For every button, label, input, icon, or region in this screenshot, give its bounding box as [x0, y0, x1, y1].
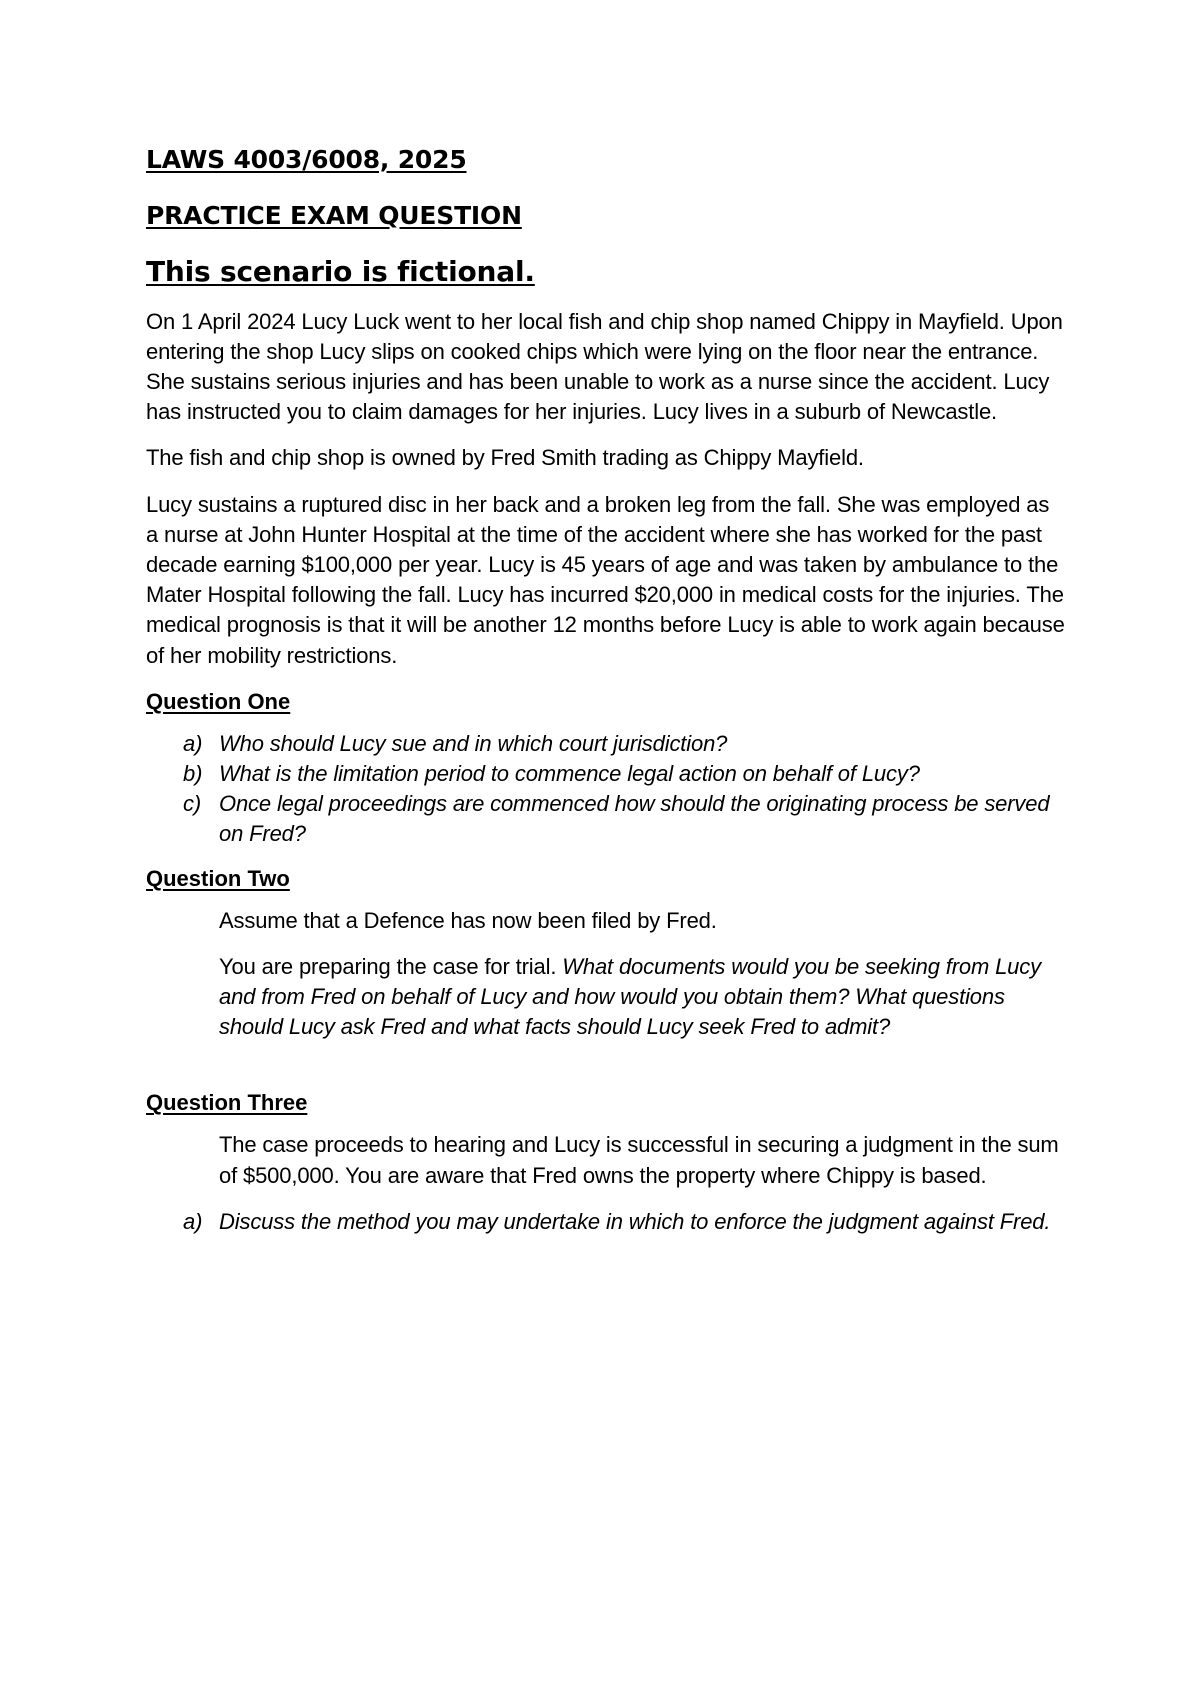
- list-marker: a): [183, 730, 203, 756]
- question-one-section: [146, 687, 1066, 850]
- question-three-list: [146, 1207, 1066, 1237]
- question-two-lead: You are preparing the case for trial.: [219, 953, 563, 979]
- list-item: [146, 759, 1066, 789]
- list-item-text: Who should Lucy sue and in which court jurisdiction?: [219, 730, 728, 756]
- question-three-heading: Question Three: [146, 1090, 308, 1116]
- list-item-text: Discuss the method you may undertake in which to enforce the judgment against Fred.: [219, 1208, 1051, 1234]
- list-item-text: What is the limitation period to commence legal action on behalf of Lucy?: [219, 761, 920, 787]
- scenario-paragraph-1: On 1 April 2024 Lucy Luck went to her local fish and chip shop named Chippy in Mayfield. Upon entering the shop Lucy slips on cooked chips which were lying on the floor near the entrance. She sustains serious injuries and has been unable to work as a nurse since the accident. Lucy has instructed you to claim damages for her injuries. Lucy lives in a suburb of Newcastle.: [146, 308, 1063, 425]
- document-page: [146, 145, 1066, 1237]
- scenario-paragraph-3: Lucy sustains a ruptured disc in her back and a broken leg from the fall. She was employed as a nurse at John Hunter Hospital at the time of the accident where she has worked for the past decade earning $100,000 per year. Lucy is 45 years of age and was taken by ambulance to the Mater Hospital following the fall. Lucy has incurred $20,000 in medical costs for the injuries. The medical prognosis is that it will be another 12 months before Lucy is able to work again because of her mobility restrictions.: [146, 491, 1065, 668]
- exam-label: PRACTICE EXAM QUESTION: [146, 201, 522, 230]
- question-two-section: [146, 864, 1066, 1043]
- list-marker: a): [183, 1208, 203, 1234]
- scenario-paragraph-2: The fish and chip shop is owned by Fred Smith trading as Chippy Mayfield.: [146, 445, 864, 471]
- question-two-question: What documents would you be seeking from Lucy and from Fred on behalf of Lucy and how would you obtain them? What questions should Lucy ask Fred and what facts should Lucy seek Fred to admit?: [219, 953, 1041, 1040]
- question-two-heading: Question Two: [146, 865, 290, 891]
- question-two-intro: Assume that a Defence has now been filed by Fred.: [219, 907, 717, 933]
- question-one-heading: Question One: [146, 688, 291, 714]
- question-one-list: [146, 729, 1066, 850]
- list-item-text: Once legal proceedings are commenced how should the originating process be served on Fred?: [219, 791, 1050, 847]
- list-item: [146, 789, 1066, 849]
- question-two-body: [146, 952, 1066, 1043]
- list-marker: b): [183, 761, 203, 787]
- course-title: LAWS 4003/6008, 2025: [146, 145, 467, 174]
- question-three-section: [146, 1088, 1066, 1237]
- question-three-intro: The case proceeds to hearing and Lucy is successful in securing a judgment in the sum of $500,000. You are aware that Fred owns the property where Chippy is based.: [219, 1132, 1059, 1188]
- list-item: [146, 1207, 1066, 1237]
- list-marker: c): [183, 791, 202, 817]
- list-item: [146, 729, 1066, 759]
- disclaimer-heading: This scenario is fictional.: [146, 255, 535, 288]
